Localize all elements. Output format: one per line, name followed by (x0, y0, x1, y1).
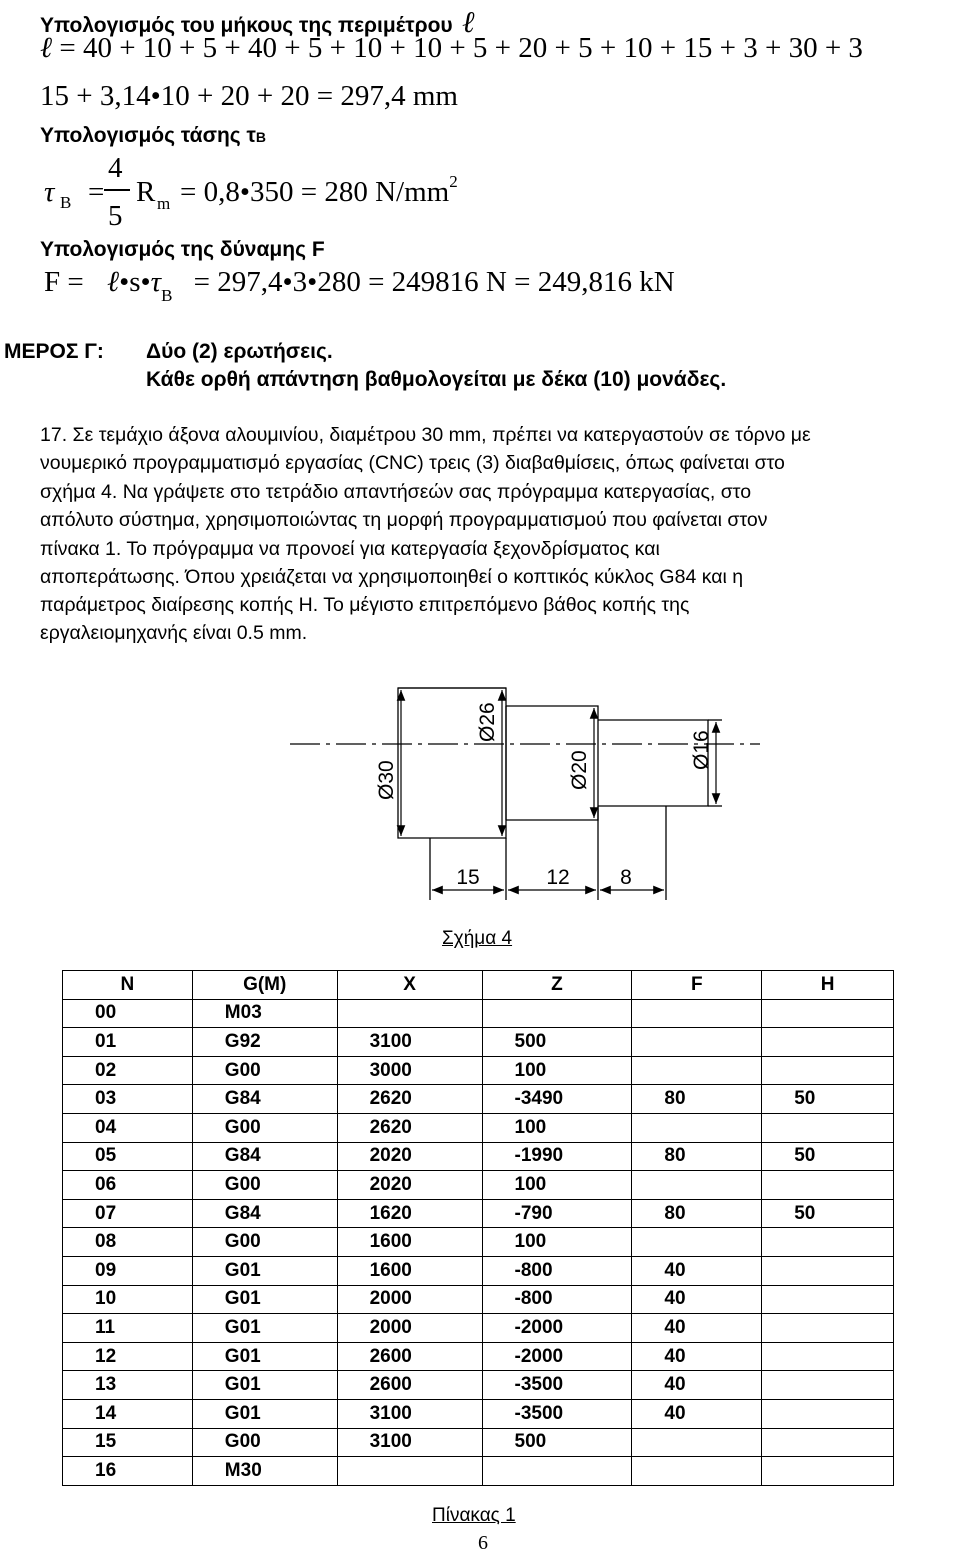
table-cell (762, 1056, 894, 1085)
table-cell: 04 (63, 1113, 193, 1142)
table-cell (762, 1314, 894, 1343)
table-cell: 40 (632, 1399, 762, 1428)
heading-force: Υπολογισμός της δύναμης F (40, 238, 325, 261)
table-cell: -3490 (482, 1085, 632, 1114)
table-caption: Πίνακας 1 (432, 1505, 516, 1526)
column-header: N (63, 971, 193, 1000)
table-cell: 500 (482, 1028, 632, 1057)
cnc-program-table (62, 970, 894, 1486)
table-row (63, 1199, 894, 1228)
table-cell: 40 (632, 1371, 762, 1400)
table-cell: 1600 (337, 1228, 482, 1257)
table-cell (762, 1228, 894, 1257)
table-cell: -3500 (482, 1371, 632, 1400)
table-cell: 2600 (337, 1342, 482, 1371)
table-cell: 100 (482, 1056, 632, 1085)
table-cell (632, 1428, 762, 1457)
table-cell: 2600 (337, 1371, 482, 1400)
table-cell: 100 (482, 1113, 632, 1142)
question-line: πίνακα 1. Το πρόγραμμα να προνοεί για κατεργασία ξεχονδρίσματος και (40, 538, 660, 560)
table-cell: -790 (482, 1199, 632, 1228)
table-cell: G01 (192, 1371, 337, 1400)
table-cell: 40 (632, 1314, 762, 1343)
label-d26: Ø26 (476, 702, 499, 742)
table-cell (762, 1285, 894, 1314)
column-header: G(M) (192, 971, 337, 1000)
table-cell: G01 (192, 1314, 337, 1343)
section-line1: Δύο (2) ερωτήσεις. (146, 340, 333, 363)
table-cell: 3100 (337, 1028, 482, 1057)
table-cell (632, 1113, 762, 1142)
section-line2: Κάθε ορθή απάντηση βαθμολογείται με δέκα (10) μονάδες. (146, 368, 727, 391)
question-line: νουμερικό προγραμματισμό εργασίας (CNC) τρεις (3) διαβαθμίσεις, όπως φαίνεται στο (40, 452, 785, 474)
table-header-row (63, 971, 894, 1000)
table-cell: 40 (632, 1342, 762, 1371)
figure-caption: Σχήμα 4 (442, 928, 513, 949)
table-cell: G00 (192, 1171, 337, 1200)
table-cell: 3100 (337, 1428, 482, 1457)
table-row (63, 1085, 894, 1114)
table-cell: 2020 (337, 1171, 482, 1200)
question-line: σχήμα 4. Να γράψετε στο τετράδιο απαντήσεών σας πρόγραμμα κατεργασίας, στο (40, 481, 752, 503)
table-cell: -2000 (482, 1342, 632, 1371)
R-subscript: m (157, 194, 171, 213)
table-cell: 100 (482, 1228, 632, 1257)
question-line: 17. Σε τεμάχιο άξονα αλουμινίου, διαμέτρου 30 mm, πρέπει να κατεργαστούν σε τόρνο με (40, 424, 811, 446)
equals-sign: = (88, 176, 105, 208)
table-row (63, 1314, 894, 1343)
table-row (63, 1285, 894, 1314)
table-cell: 2620 (337, 1085, 482, 1114)
question-line: παράμετρος διαίρεσης κοπής Η. Το μέγιστο επιτρεπόμενο βάθος κοπής της (40, 594, 690, 616)
table-cell: M30 (192, 1457, 337, 1486)
page-number: 6 (478, 1532, 488, 1554)
table-row (63, 999, 894, 1028)
table-cell: 01 (63, 1028, 193, 1057)
table-cell (632, 1457, 762, 1486)
table-cell (762, 1028, 894, 1057)
table-cell: 2020 (337, 1142, 482, 1171)
column-header: H (762, 971, 894, 1000)
question-line: εργαλειομηχανής είναι 0.5 mm. (40, 622, 308, 644)
table-cell: 2000 (337, 1314, 482, 1343)
table-cell: 1620 (337, 1199, 482, 1228)
table-cell (632, 1171, 762, 1200)
table-cell (632, 1028, 762, 1057)
table-cell: 13 (63, 1371, 193, 1400)
table-cell (632, 1056, 762, 1085)
table-cell: 2000 (337, 1285, 482, 1314)
table-row (63, 1228, 894, 1257)
table-row (63, 1113, 894, 1142)
table-cell (762, 1256, 894, 1285)
label-len15: 15 (456, 866, 480, 889)
table-cell: 100 (482, 1171, 632, 1200)
table-cell: 03 (63, 1085, 193, 1114)
table-row (63, 1399, 894, 1428)
table-cell: M03 (192, 999, 337, 1028)
table-cell: 80 (632, 1085, 762, 1114)
table-cell: 00 (63, 999, 193, 1028)
stress-result: = 0,8•350 = 280 $N/mm^2$ (180, 172, 458, 208)
table-cell: G01 (192, 1285, 337, 1314)
table-cell: 12 (63, 1342, 193, 1371)
table-cell: G01 (192, 1342, 337, 1371)
table-cell: 11 (63, 1314, 193, 1343)
table-row (63, 1028, 894, 1057)
table-cell (762, 1399, 894, 1428)
table-cell (762, 1457, 894, 1486)
label-d16: Ø16 (690, 730, 713, 770)
length-formula-line2: 15 + 3,14•10 + 20 + 20 = 297,4 mm (40, 80, 458, 112)
table-cell: 14 (63, 1399, 193, 1428)
fraction-numerator: 4 (108, 152, 123, 184)
column-header: X (337, 971, 482, 1000)
column-header: Z (482, 971, 632, 1000)
question-line: απόλυτο σύστημα, χρησιμοποιώντας τη μορφή προγραμματισμού που φαίνεται στον (40, 509, 768, 531)
table-cell: -2000 (482, 1314, 632, 1343)
shaft-drawing (0, 660, 960, 920)
table-cell (482, 999, 632, 1028)
table-body (63, 999, 894, 1485)
fraction-bar (104, 189, 130, 191)
table-cell (632, 999, 762, 1028)
table-row (63, 1171, 894, 1200)
table-cell (337, 1457, 482, 1486)
force-formula: $F = \ell•s•\tau_B$ = 297,4•3•280 = 249816 N = 249,816 kN (44, 266, 675, 305)
table-cell: -3500 (482, 1399, 632, 1428)
table-cell: G00 (192, 1056, 337, 1085)
fraction-denominator: 5 (108, 200, 123, 232)
table-row (63, 1142, 894, 1171)
tau-symbol: τ (44, 176, 55, 208)
table-cell: G92 (192, 1028, 337, 1057)
table-cell: 07 (63, 1199, 193, 1228)
table-cell (762, 1371, 894, 1400)
table-cell: 10 (63, 1285, 193, 1314)
table-row (63, 1457, 894, 1486)
table-cell: G01 (192, 1256, 337, 1285)
table-row (63, 1371, 894, 1400)
section-label: ΜΕΡΟΣ Γ: (4, 340, 104, 363)
table-cell: G84 (192, 1142, 337, 1171)
question-line: αποπεράτωσης. Όπου χρειάζεται να χρησιμοποιηθεί ο κοπτικός κύκλος G84 και η (40, 566, 744, 588)
table-cell (762, 1342, 894, 1371)
table-cell: 40 (632, 1256, 762, 1285)
table-cell: 1600 (337, 1256, 482, 1285)
table-cell: 50 (762, 1142, 894, 1171)
heading-stress: Υπολογισμός τάσης τB (40, 124, 267, 147)
table-cell: G84 (192, 1085, 337, 1114)
table-cell: 16 (63, 1457, 193, 1486)
table-cell (482, 1457, 632, 1486)
label-d20: Ø20 (568, 750, 591, 790)
R-symbol: R (136, 176, 156, 208)
label-len8: 8 (620, 866, 632, 889)
table-cell: 40 (632, 1285, 762, 1314)
table-cell: 09 (63, 1256, 193, 1285)
column-header: F (632, 971, 762, 1000)
table-cell: 80 (632, 1142, 762, 1171)
table-cell (762, 999, 894, 1028)
table-cell: 15 (63, 1428, 193, 1457)
table-cell: G01 (192, 1399, 337, 1428)
tau-subscript: B (60, 193, 72, 212)
label-d30: Ø30 (375, 760, 398, 800)
table-cell: 08 (63, 1228, 193, 1257)
table-cell (632, 1228, 762, 1257)
table-row (63, 1056, 894, 1085)
table-cell: 80 (632, 1199, 762, 1228)
table-cell (762, 1113, 894, 1142)
heading-perimeter-length: Υπολογισμός του μήκους της περιμέτρου ℓ (40, 6, 476, 39)
table-cell: G84 (192, 1199, 337, 1228)
table-cell: G00 (192, 1228, 337, 1257)
table-cell: 50 (762, 1199, 894, 1228)
table-cell: G00 (192, 1428, 337, 1457)
table-cell: 2620 (337, 1113, 482, 1142)
table-cell (762, 1428, 894, 1457)
table-cell: -800 (482, 1256, 632, 1285)
table-cell (762, 1171, 894, 1200)
table-cell: 3100 (337, 1399, 482, 1428)
table-row (63, 1256, 894, 1285)
table-row (63, 1342, 894, 1371)
ell-symbol: ℓ (462, 6, 476, 39)
table-cell: 500 (482, 1428, 632, 1457)
table-cell: 3000 (337, 1056, 482, 1085)
table-cell: 05 (63, 1142, 193, 1171)
ell-symbol: ℓ (40, 32, 53, 64)
table-cell: 50 (762, 1085, 894, 1114)
table-cell (337, 999, 482, 1028)
label-len12: 12 (546, 866, 570, 889)
length-formula-line1: ℓ = 40 + 10 + 5 + 40 + 5 + 10 + 10 + 5 + 20 + 5 + 10 + 15 + 3 + 30 + 3 (40, 32, 863, 64)
table-cell: G00 (192, 1113, 337, 1142)
table-row (63, 1428, 894, 1457)
table-cell: -800 (482, 1285, 632, 1314)
table-cell: 06 (63, 1171, 193, 1200)
table-cell: 02 (63, 1056, 193, 1085)
table-cell: -1990 (482, 1142, 632, 1171)
